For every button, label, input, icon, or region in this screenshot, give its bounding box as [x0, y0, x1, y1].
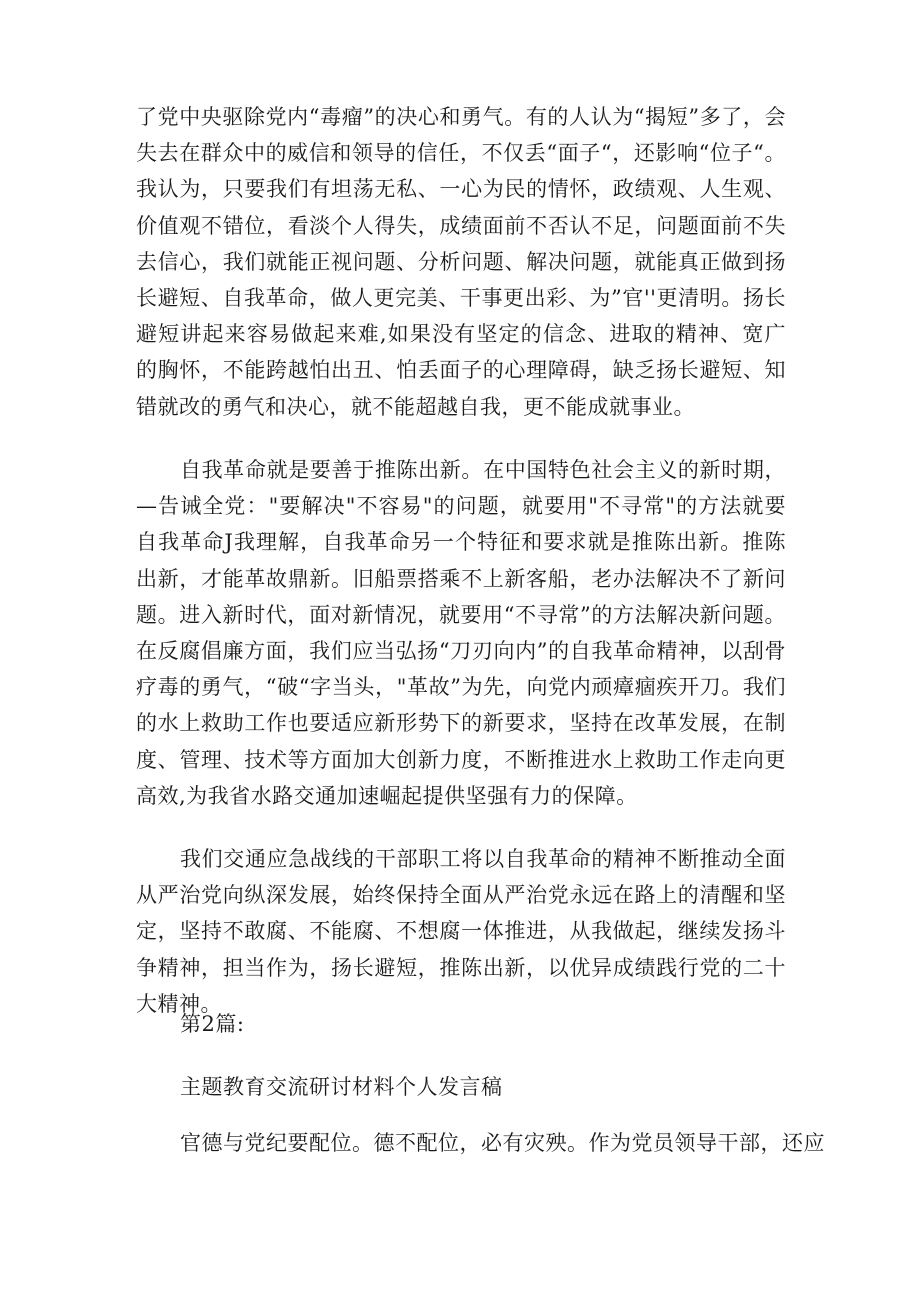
- paragraph-self-revolution: 自我革命就是要善于推陈出新。在中国特色社会主义的新时期，—告诫全党："要解决"不容易"的问题，就要用"不寻常"的方法就要自我革命J我理解，自我革命另一个特征和要求就是推陈出新。推陈出新，才能革故鼎新。旧船票搭乘不上新客船，老办法解决不了新问题。进入新时代，面对新情况，就要用“不寻常”的方法解决新问题。在反腐倡廉方面，我们应当弘扬“刀刃向内”的自我革命精神，以刮骨疗毒的勇气，“破“字当头，"革故”为先，向党内顽瘴痼疾开刀。我们的水上救助工作也要适应新形势下的新要求，坚持在改革发展，在制度、管理、技术等方面加大创新力度，不断推进水上救助工作走向更高效,为我省水路交通加速崛起提供坚强有力的保障。: [136, 458, 786, 808]
- paragraph-truncated: 官德与党纪要配位。德不配位，必有灾殃。作为党员领导干部，还应: [180, 1131, 825, 1155]
- section-title: 主题教育交流研讨材料个人发言稿: [180, 1075, 503, 1099]
- paragraph-continuation: 了党中央驱除党内“毒瘤”的决心和勇气。有的人认为“揭短”多了，会失去在群众中的威信和领导的信任，不仅丢“面子“，还影响“位子“。我认为，只要我们有坦荡无私、一心为民的情怀，政绩观、人生观、价值观不错位，看淡个人得失，成绩面前不否认不足，问题面前不失去信心，我们就能正视问题、分析问题、解决问题，就能真正做到扬长避短、自我革命，做人更完美、干事更出彩、为”官''更清明。扬长避短讲起来容易做起来难,如果没有坚定的信念、进取的精神、宽广的胸怀，不能跨越怕出丑、怕丢面子的心理障碍，缺乏扬长避短、知错就改的勇气和决心，就不能超越自我，更不能成就事业。: [136, 105, 786, 419]
- paragraph-conclusion: 我们交通应急战线的干部职工将以自我革命的精神不断推动全面从严治党向纵深发展，始终保持全面从严治党永远在路上的清醒和坚定，坚持不敢腐、不能腐、不想腐一体推进，从我做起，继续发扬斗争精神，担当作为，扬长避短，推陈出新，以优异成绩践行党的二十大精神。: [136, 847, 786, 1016]
- section-label: 第2篇:: [180, 1012, 245, 1036]
